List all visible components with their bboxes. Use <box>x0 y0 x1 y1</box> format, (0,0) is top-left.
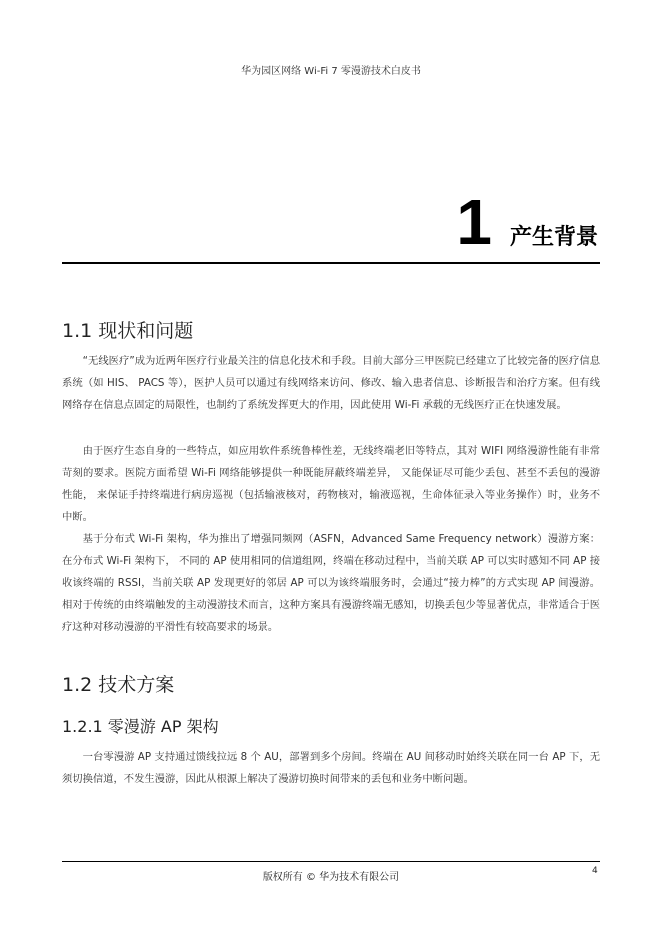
section-heading-1-2-1: 1.2.1 零漫游 AP 架构 <box>62 717 219 736</box>
footer-rule <box>62 861 600 862</box>
chapter-heading <box>456 186 598 258</box>
chapter-title: 产生背景 <box>509 225 598 250</box>
chapter-rule <box>62 262 600 264</box>
chapter-number: 1 <box>456 186 492 258</box>
page-number: 4 <box>592 866 598 876</box>
running-header: 华为园区网络 Wi-Fi 7 零漫游技术白皮书 <box>241 66 421 77</box>
paragraph: “无线医疗”成为近两年医疗行业最关注的信息化技术和手段。目前大部分三甲医院已经建立了比较完备的医疗信息系统（如 HIS、 PACS 等），医护人员可以通过有线网络来访问、修改、输入患者信息、诊断报告和治疗方案。但有线网络存在信息点固定的局限性，也制约了系统发挥更大的作用，因此使用 Wi-Fi 承载的无线医疗正在快速发展。 <box>62 355 600 411</box>
section-heading-1-2: 1.2 技术方案 <box>62 674 175 696</box>
footer-copyright: 版权所有 © 华为技术有限公司 <box>262 872 400 883</box>
section-heading-1-1: 1.1 现状和问题 <box>62 320 194 342</box>
paragraph: 一台零漫游 AP 支持通过馈线拉远 8 个 AU，部署到多个房间。终端在 AU 间移动时始终关联在同一台 AP 下，无须切换信道，不发生漫游，因此从根源上解决了漫游切换时间带来的丢包和业务中断问题。 <box>62 751 600 785</box>
paragraph: 基于分布式 Wi-Fi 架构，华为推出了增强同频网（ASFN，Advanced Same Frequency network）漫游方案：在分布式 Wi-Fi 架构下， 不同的 AP 使用相同的信道组网，终端在移动过程中，当前关联 AP 可以实时感知不同 AP 接收该终端的 RSSI，当前关联 AP 发现更好的邻居 AP 可以为该终端服务时，会通过“接力棒”的方式实现 AP 间漫游。相对于传统的由终端触发的主动漫游技术而言，这种方案具有漫游终端无感知，切换丢包少等显著优点，非常适合于医疗这种对移动漫游的平滑性有较高要求的场景。 <box>62 533 600 633</box>
paragraph: 由于医疗生态自身的一些特点，如应用软件系统鲁棒性差，无线终端老旧等特点，其对 WIFI 网络漫游性能有非常苛刻的要求。医院方面希望 Wi-Fi 网络能够提供一种既能屏蔽终端差异， 又能保证尽可能少丢包、甚至不丢包的漫游性能， 来保证手持终端进行病房巡视（包括输液核对，药物核对，输液巡视，生命体征录入等业务操作）时，业务不中断。 <box>62 445 600 523</box>
